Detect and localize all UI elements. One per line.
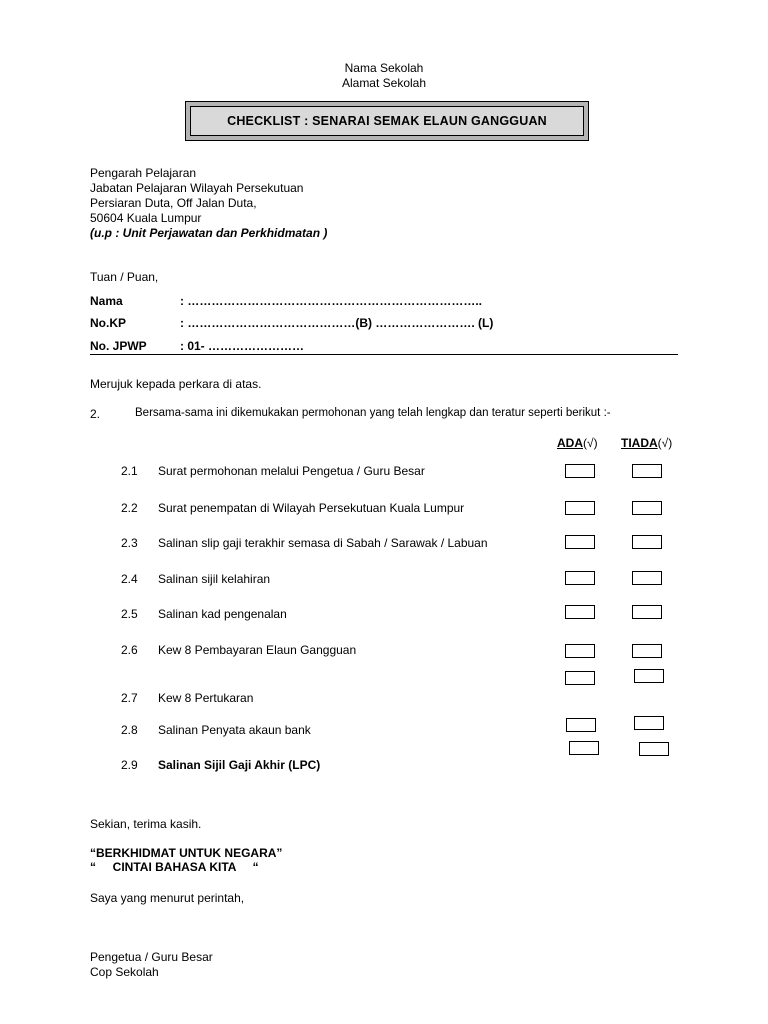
item-text: Salinan sijil kelahiran bbox=[158, 572, 271, 586]
item-number: 2.1 bbox=[121, 464, 138, 478]
para-2-number: 2. bbox=[90, 407, 101, 421]
tiada-checkbox[interactable] bbox=[639, 742, 669, 756]
tiada-label: TIADA bbox=[621, 436, 658, 450]
tiada-checkbox[interactable] bbox=[634, 669, 664, 683]
closing-obey: Saya yang menurut perintah, bbox=[90, 891, 245, 905]
field-value-nama: : ……………………………………………………………….. bbox=[180, 294, 482, 308]
signatory-title: Pengetua / Guru Besar bbox=[90, 950, 213, 964]
ada-checkbox[interactable] bbox=[565, 605, 595, 619]
field-value-jpwp: : 01- …………………… bbox=[180, 339, 305, 353]
tiada-checkbox[interactable] bbox=[632, 501, 662, 515]
column-header-ada bbox=[557, 436, 598, 450]
item-number: 2.5 bbox=[121, 607, 138, 621]
tiada-checkbox[interactable] bbox=[632, 644, 662, 658]
ada-checkbox[interactable] bbox=[565, 464, 595, 478]
tiada-check-mark: (√) bbox=[657, 436, 673, 450]
item-text: Kew 8 Pembayaran Elaun Gangguan bbox=[158, 643, 357, 657]
item-number: 2.4 bbox=[121, 572, 138, 586]
column-header-tiada bbox=[621, 436, 672, 450]
recipient-line-3: Persiaran Duta, Off Jalan Duta, bbox=[90, 196, 257, 210]
ada-checkbox[interactable] bbox=[566, 718, 596, 732]
item-text: Kew 8 Pertukaran bbox=[158, 691, 254, 705]
field-label-nokp: No.KP bbox=[90, 316, 126, 330]
field-label-jpwp: No. JPWP bbox=[90, 339, 147, 353]
ada-check-mark: (√) bbox=[583, 436, 598, 450]
item-text: Surat permohonan melalui Pengetua / Guru Besar bbox=[158, 464, 425, 478]
ada-checkbox[interactable] bbox=[565, 571, 595, 585]
motto-line-1: “BERKHIDMAT UNTUK NEGARA” bbox=[90, 846, 283, 860]
salutation: Tuan / Puan, bbox=[90, 270, 159, 284]
recipient-line-1: Pengarah Pelajaran bbox=[90, 166, 197, 180]
ada-checkbox[interactable] bbox=[565, 501, 595, 515]
item-text: Surat penempatan di Wilayah Persekutuan Kuala Lumpur bbox=[158, 501, 465, 515]
item-number: 2.7 bbox=[121, 691, 138, 705]
closing-thanks: Sekian, terima kasih. bbox=[90, 817, 202, 831]
ada-checkbox[interactable] bbox=[565, 644, 595, 658]
ada-label: ADA bbox=[557, 436, 583, 450]
recipient-line-4: 50604 Kuala Lumpur bbox=[90, 211, 202, 225]
title-box bbox=[185, 101, 589, 141]
item-text: Salinan kad pengenalan bbox=[158, 607, 287, 621]
ada-checkbox[interactable] bbox=[565, 671, 595, 685]
item-number: 2.8 bbox=[121, 723, 138, 737]
ada-checkbox[interactable] bbox=[569, 741, 599, 755]
item-number: 2.2 bbox=[121, 501, 138, 515]
item-number: 2.6 bbox=[121, 643, 138, 657]
item-number: 2.9 bbox=[121, 758, 138, 772]
tiada-checkbox[interactable] bbox=[634, 716, 664, 730]
field-value-nokp: : ……………………………………(B) ……………………. (L) bbox=[180, 316, 494, 330]
para-2-text: Bersama-sama ini dikemukakan permohonan yang telah lengkap dan teratur seperti berikut :- bbox=[135, 407, 611, 419]
school-name: Nama Sekolah bbox=[344, 61, 424, 75]
tiada-checkbox[interactable] bbox=[632, 464, 662, 478]
tiada-checkbox[interactable] bbox=[632, 571, 662, 585]
motto-line-2: “ CINTAI BAHASA KITA “ bbox=[90, 860, 259, 874]
reference-text: Merujuk kepada perkara di atas. bbox=[90, 377, 262, 391]
item-text: Salinan slip gaji terakhir semasa di Sabah / Sarawak / Labuan bbox=[158, 536, 488, 550]
document-title: CHECKLIST : SENARAI SEMAK ELAUN GANGGUAN bbox=[190, 106, 584, 136]
item-text: Salinan Sijil Gaji Akhir (LPC) bbox=[158, 758, 321, 772]
field-label-nama: Nama bbox=[90, 294, 123, 308]
ada-checkbox[interactable] bbox=[565, 535, 595, 549]
attention-line: (u.p : Unit Perjawatan dan Perkhidmatan ) bbox=[90, 226, 328, 240]
recipient-line-2: Jabatan Pelajaran Wilayah Persekutuan bbox=[90, 181, 304, 195]
school-stamp-label: Cop Sekolah bbox=[90, 965, 159, 979]
tiada-checkbox[interactable] bbox=[632, 535, 662, 549]
tiada-checkbox[interactable] bbox=[632, 605, 662, 619]
item-number: 2.3 bbox=[121, 536, 138, 550]
divider-line bbox=[90, 354, 678, 355]
item-text: Salinan Penyata akaun bank bbox=[158, 723, 311, 737]
school-address: Alamat Sekolah bbox=[341, 76, 427, 90]
